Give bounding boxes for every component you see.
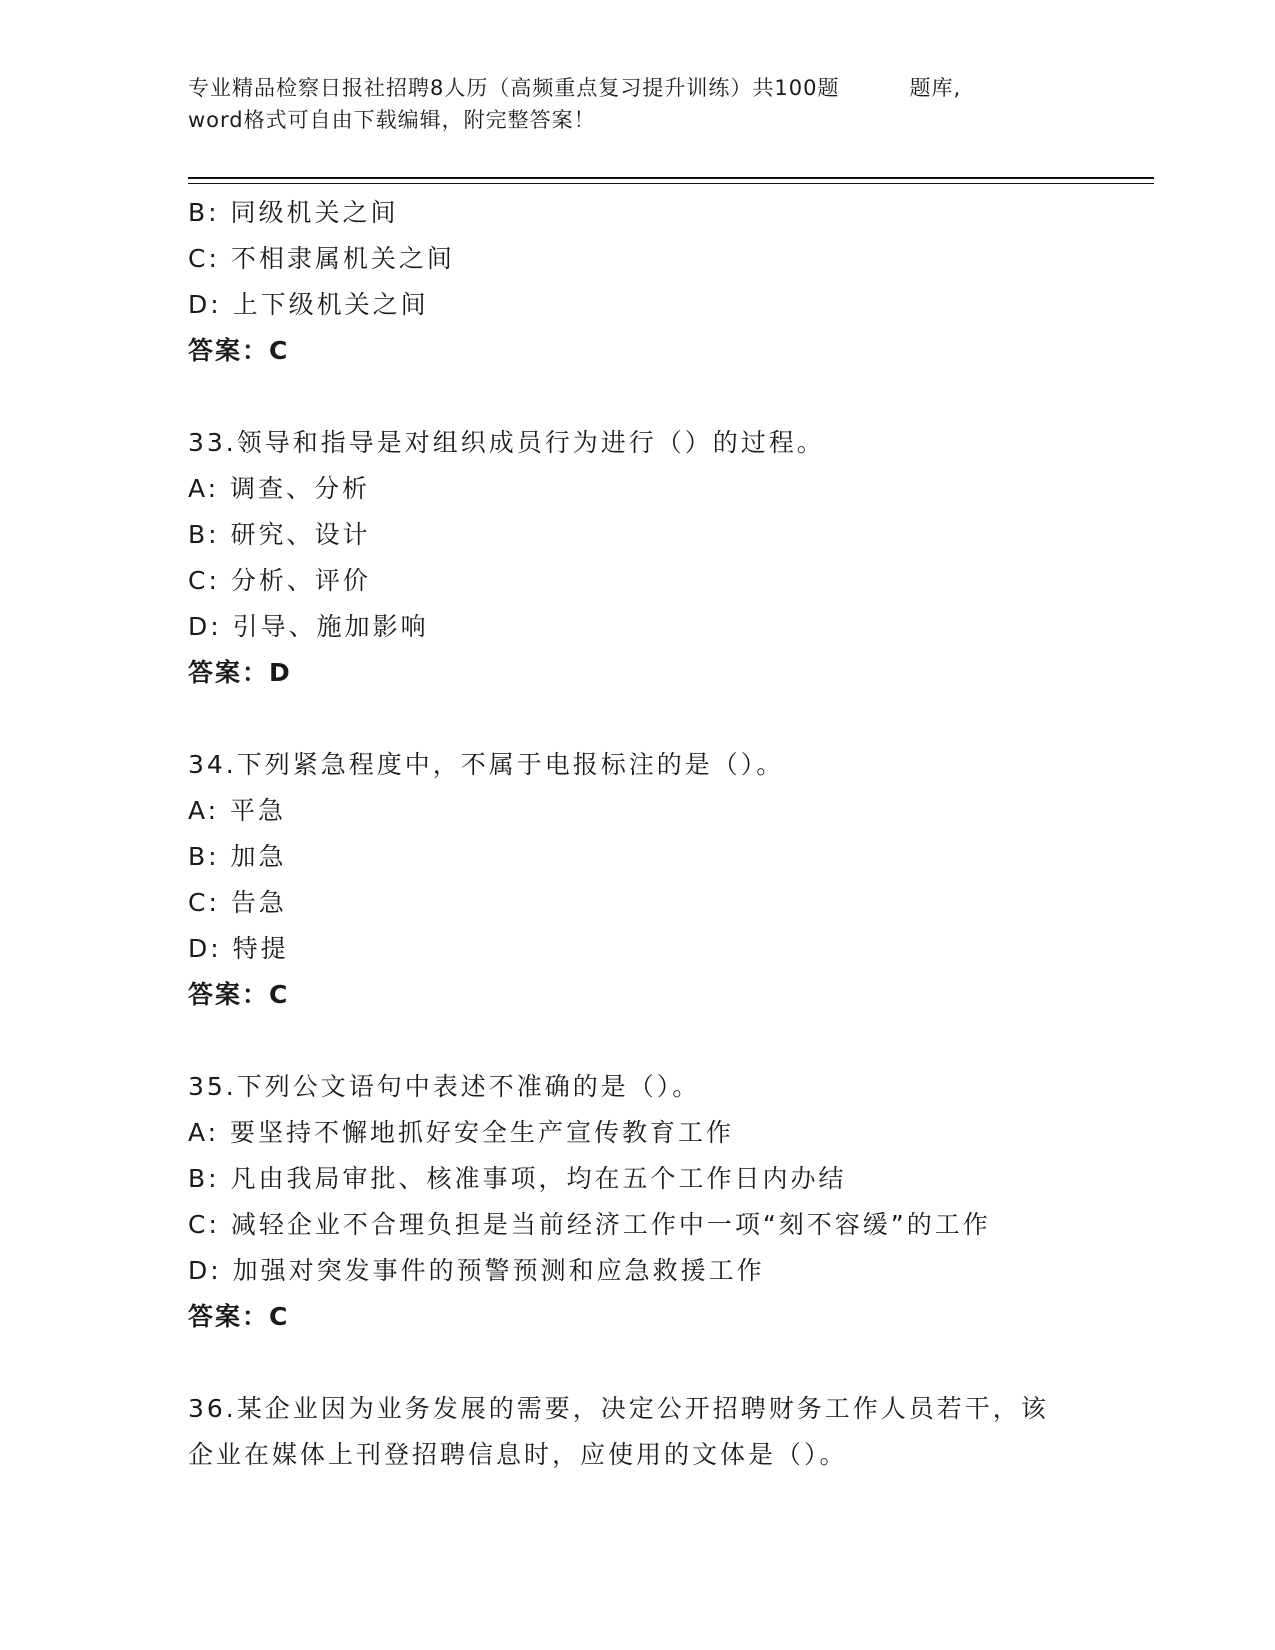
- option-c: C: 减轻企业不合理负担是当前经济工作中一项“刻不容缓”的工作: [188, 1210, 991, 1239]
- header-line-2: word格式可自由下载编辑，附完整答案！: [188, 108, 596, 132]
- question-text-line-2: 企业在媒体上刊登招聘信息时，应使用的文体是（）。: [188, 1440, 848, 1469]
- answer: 答案：C: [188, 336, 290, 365]
- option-b: B: 同级机关之间: [188, 198, 399, 227]
- option-b: B: 加急: [188, 842, 287, 871]
- option-d: D: 上下级机关之间: [188, 290, 429, 319]
- question-34: [188, 742, 1088, 1018]
- option-a: A: 调查、分析: [188, 474, 371, 503]
- question-32-tail: [188, 190, 1088, 374]
- option-a: A: 要坚持不懈地抓好安全生产宣传教育工作: [188, 1118, 735, 1147]
- header-divider-thin: [188, 183, 1154, 184]
- header-title: 专业精品检察日报社招聘8人历（高频重点复习提升训练）共100题: [188, 76, 840, 100]
- header-line-1: [188, 72, 1088, 104]
- option-b: B: 凡由我局审批、核准事项，均在五个工作日内办结: [188, 1164, 847, 1193]
- option-b: B: 研究、设计: [188, 520, 371, 549]
- option-d: D: 加强对突发事件的预警预测和应急救援工作: [188, 1256, 765, 1285]
- option-c: C: 分析、评价: [188, 566, 371, 595]
- option-d: D: 特提: [188, 934, 289, 963]
- header-title-suffix: 题库,: [909, 76, 962, 100]
- answer: 答案：D: [188, 658, 292, 687]
- answer: 答案：C: [188, 1302, 290, 1331]
- question-text-line-1: 36.某企业因为业务发展的需要，决定公开招聘财务工作人员若干，该: [188, 1394, 1049, 1423]
- question-text: 33.领导和指导是对组织成员行为进行（）的过程。: [188, 428, 825, 457]
- option-d: D: 引导、施加影响: [188, 612, 429, 641]
- question-text: 34.下列紧急程度中，不属于电报标注的是（）。: [188, 750, 785, 779]
- question-text: 35.下列公文语句中表述不准确的是（）。: [188, 1072, 701, 1101]
- option-c: C: 告急: [188, 888, 287, 917]
- header-divider-thick: [188, 177, 1154, 179]
- option-a: A: 平急: [188, 796, 287, 825]
- answer: 答案：C: [188, 980, 290, 1009]
- document-body: [188, 190, 1088, 1524]
- document-header: [188, 72, 1088, 136]
- question-36: [188, 1386, 1088, 1478]
- question-33: [188, 420, 1088, 696]
- question-35: [188, 1064, 1088, 1340]
- option-c: C: 不相隶属机关之间: [188, 244, 455, 273]
